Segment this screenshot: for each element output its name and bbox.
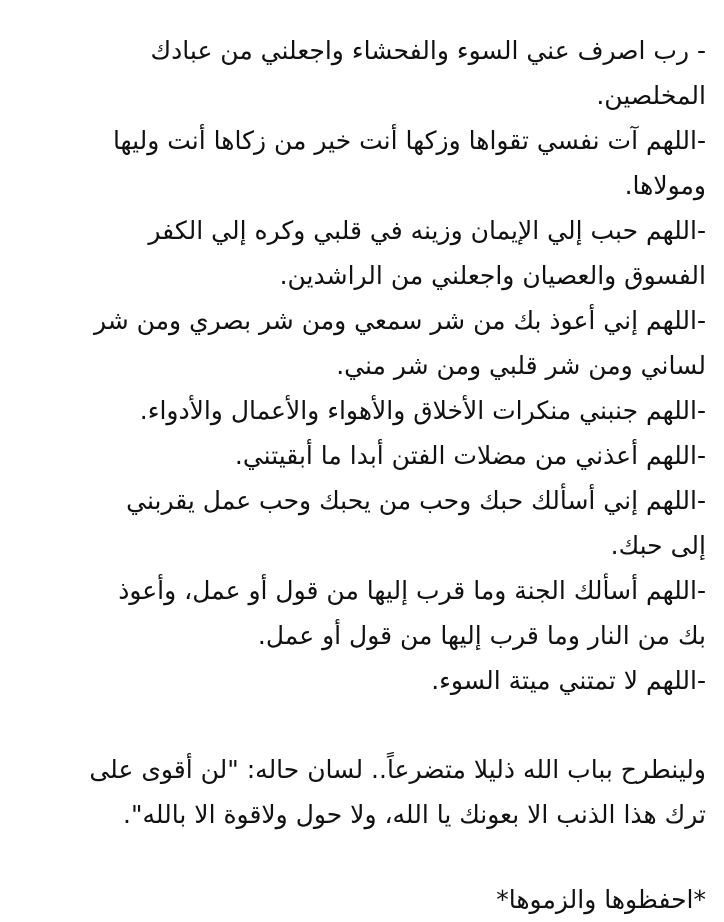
- dua-document: [16, 28, 706, 922]
- dua-2-line-1: -اللهم آت نفسي تقواها وزكها أنت خير من زكاها أنت وليها: [112, 126, 706, 155]
- closing-line-2: ترك هذا الذنب الا بعونك يا الله، ولا حول ولاقوة الا بالله".: [123, 800, 706, 829]
- dua-6-line-1: -اللهم أعذني من مضلات الفتن أبدا ما أبقيتني.: [234, 441, 706, 470]
- dua-7-line-2: إلى حبك.: [610, 531, 706, 560]
- closing-line-1: ولينطرح بباب الله ذليلا متضرعاً.. لسان حاله: "لن أقوى على: [89, 755, 706, 784]
- paragraph-spacer: [16, 703, 706, 747]
- dua-2-line-2: ومولاها.: [624, 171, 706, 200]
- dua-1-line-1: - رب اصرف عني السوء والفحشاء واجعلني من عبادك: [150, 36, 706, 65]
- dua-4-line-1: -اللهم إني أعوذ بك من شر سمعي ومن شر بصري ومن شر: [93, 306, 706, 335]
- dua-8-line-2: بك من النار وما قرب إليها من قول أو عمل.: [257, 621, 706, 650]
- dua-4-line-2: لساني ومن شر قلبي ومن شر مني.: [336, 351, 706, 380]
- dua-3-line-1: -اللهم حبب إلي الإيمان وزينه في قلبي وكره إلي الكفر: [148, 216, 706, 245]
- dua-5-line-1: -اللهم جنبني منكرات الأخلاق والأهواء والأعمال والأدواء.: [139, 396, 706, 425]
- paragraph-spacer: [16, 837, 706, 877]
- dua-8-line-1: -اللهم أسألك الجنة وما قرب إليها من قول أو عمل، وأعوذ: [118, 576, 706, 605]
- dua-1-line-2: المخلصين.: [596, 81, 706, 110]
- footer-note: *احفظوها والزموها*: [496, 885, 706, 914]
- dua-7-line-1: -اللهم إني أسألك حبك وحب من يحبك وحب عمل يقربني: [126, 486, 706, 515]
- dua-9-line-1: -اللهم لا تمتني ميتة السوء.: [431, 666, 706, 695]
- dua-3-line-2: الفسوق والعصيان واجعلني من الراشدين.: [279, 261, 706, 290]
